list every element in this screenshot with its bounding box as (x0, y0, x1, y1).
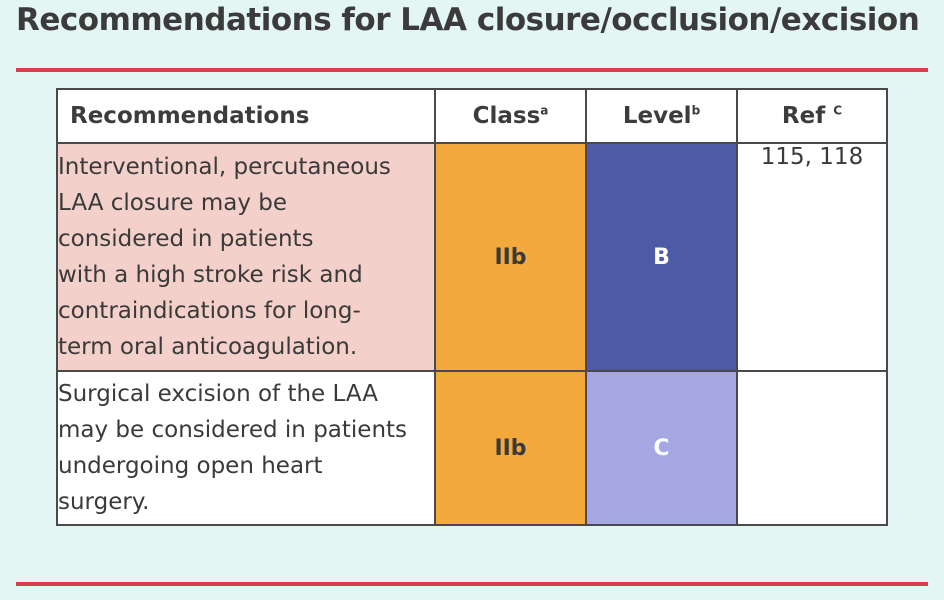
level-footnote-marker: b (691, 103, 701, 118)
header-class: Class$^a$ (435, 89, 586, 143)
header-level: Level$^b$ (586, 89, 737, 143)
table-row (57, 143, 887, 371)
header-ref: Ref $^C$ (737, 89, 887, 143)
top-divider (16, 68, 928, 72)
ref-footnote-marker: C (833, 103, 843, 118)
recommendations-table (56, 88, 888, 526)
recommendation-text: Surgical excision of the LAA may be considered in patients undergoing open heart surgery. (57, 371, 435, 525)
class-footnote-marker: a (540, 103, 549, 118)
header-recommendations: Recommendations (57, 89, 435, 143)
table-header-row (57, 89, 887, 143)
level-cell: C (586, 371, 737, 525)
class-cell: IIb (435, 143, 586, 371)
page-title: Recommendations for LAA closure/occlusion/excision (16, 2, 920, 38)
recommendation-text: Interventional, percutaneous LAA closure may be considered in patients with a high stroke risk and contraindications for long- term oral anticoagulation. (57, 143, 435, 371)
class-cell: IIb (435, 371, 586, 525)
ref-cell (737, 371, 887, 525)
table-row (57, 371, 887, 525)
level-cell: B (586, 143, 737, 371)
bottom-divider (16, 582, 928, 586)
ref-cell: 115, 118 (737, 143, 887, 371)
